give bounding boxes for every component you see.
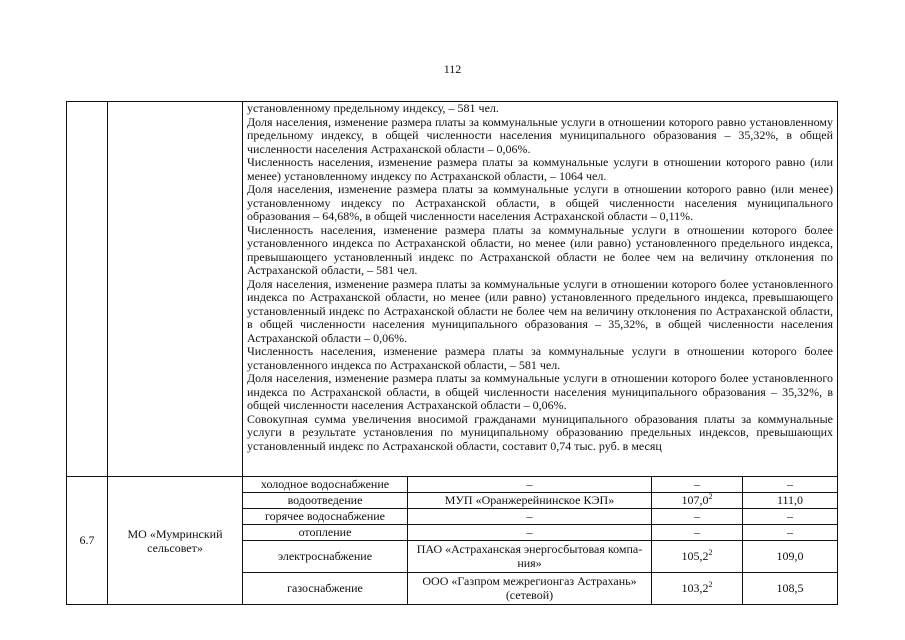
paragraph: Доля населения, изменение размера платы за коммунальные услуги в отношении которого равно (или менее) установленному индексу по Астраханской области, в общей численности населения муниципального образования – 64,68%, в общей численности населения Астраханской области – 0,11%. (247, 182, 833, 223)
index-number: 105,2 (681, 549, 709, 563)
number-cell-empty (67, 102, 108, 477)
service-name: горячее водоснабжение (243, 509, 408, 525)
limit-index-value: 109,0 (743, 541, 838, 573)
page-number: 112 (443, 62, 462, 76)
index-value (652, 493, 743, 509)
index-value: – (652, 477, 743, 493)
footnote-marker: 2 (708, 548, 713, 557)
paragraph: Совокупная сумма увеличения вносимой гражданами муниципального образования платы за коммунальные услуги в результате установления по муниципальному образованию предельных индексов, превышающих установленный индекс по Астраханской области, составит 0,74 тыс. руб. в месяц (247, 411, 833, 453)
service-name: водоотведение (243, 493, 408, 509)
paragraph: Доля населения, изменение размера платы за коммунальные услуги в отношении которого более установленного индекса по Астраханской области, но менее (или равно) установленного предельного индекса, превышающего установленный индекс по Астраханской области не более чем на величину отклонения по Астраханской области, в общей численности населения муниципального образования – 35,32%, в общей численности населения Астраханской области – 0,06%. (247, 276, 833, 345)
mo-cell-empty (108, 102, 243, 477)
limit-index-value: – (743, 477, 838, 493)
limit-index-value: – (743, 509, 838, 525)
document-table (66, 101, 838, 605)
limit-index-value: – (743, 525, 838, 541)
provider-name: – (408, 477, 652, 493)
index-value (652, 541, 743, 573)
footnote-marker: 2 (708, 580, 713, 589)
text-row (67, 102, 838, 477)
service-name: газоснабжение (243, 573, 408, 605)
index-value (652, 573, 743, 605)
municipality-name (108, 477, 243, 605)
provider-line: ния» (517, 555, 542, 570)
provider-line: (сетевой) (505, 587, 554, 602)
municipality-line: сельсовет» (147, 540, 203, 555)
table-row (67, 477, 838, 493)
footnote-marker: 2 (708, 492, 713, 501)
index-value: – (652, 509, 743, 525)
index-number: 107,0 (681, 493, 709, 507)
paragraph: Доля населения, изменение размера платы за коммунальные услуги в отношении которого более установленного индекса по Астраханской области, в общей численности населения муниципального образования – 35,32%, в общей численности населения Астраханской области – 0,06%. (247, 371, 833, 412)
provider-name: – (408, 509, 652, 525)
limit-index-value: 108,5 (743, 573, 838, 605)
provider-name (408, 541, 652, 573)
provider-name: МУП «Оранжерейнинское КЭП» (408, 493, 652, 509)
service-name: отопление (243, 525, 408, 541)
provider-name: – (408, 525, 652, 541)
paragraph: Численность населения, изменение размера платы за коммунальные услуги в отношении которого равно (или менее) установленному индексу по Астраханской области, – 1064 чел. (247, 155, 833, 183)
paragraph: установленному предельному индексу, – 581 чел. (247, 101, 499, 115)
service-name: электроснабжение (243, 541, 408, 573)
provider-line: ООО «Газпром межрегионгаз Астрахань» (422, 574, 637, 588)
paragraph: Численность населения, изменение размера платы за коммунальные услуги в отношении которого более установленного индекса по Астраханской области, – 581 чел. (247, 344, 833, 372)
index-value: – (652, 525, 743, 541)
provider-name (408, 573, 652, 605)
service-name: холодное водоснабжение (243, 477, 408, 493)
provider-line: ПАО «Астраханская энергосбытовая компа- (416, 542, 643, 556)
paragraph: Численность населения, изменение размера платы за коммунальные услуги в отношении которого более установленного индекса по Астраханской области, но менее (или равно) установленного предельного индекса, превышающего установленный индекс по Астраханской области не более чем на величину отклонения по Астраханской области, – 581 чел. (247, 222, 833, 277)
municipality-line: МО «Мумринский (127, 526, 223, 541)
text-cell (243, 102, 838, 477)
limit-index-value: 111,0 (743, 493, 838, 509)
index-number: 103,2 (681, 581, 709, 595)
paragraph: Доля населения, изменение размера платы за коммунальные услуги в отношении которого равно установленному предельному индексу, в общей численности населения муниципального образования – 35,32%, в общей численности населения Астраханской области – 0,06%. (247, 114, 833, 156)
entry-number: 6.7 (67, 477, 108, 605)
